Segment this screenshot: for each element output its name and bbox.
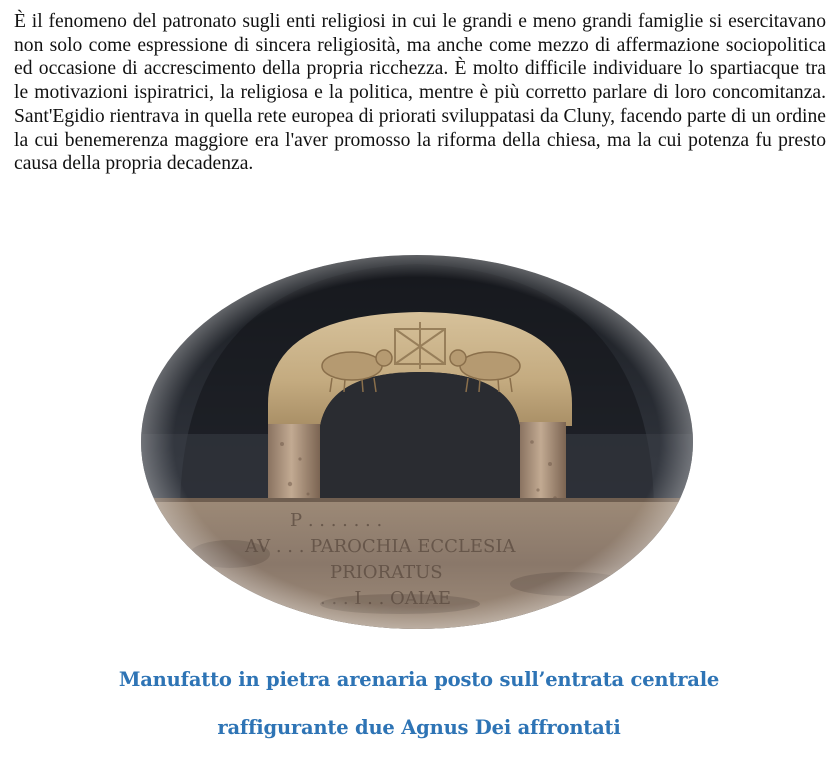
body-paragraph: È il fenomeno del patronato sugli enti religiosi in cui le grandi e meno grandi famiglie si esercitavano non solo come espressione di sincera religiosità, ma anche come mezzo di affermazione sociopolitica ed occasione di accrescimento della propria ricchezza. È molto difficile individuare lo spartiacque tra le motivazioni ispiratrici, la religiosa e la politica, mentre è più corretto parlare di loro concomitanza. Sant'Egidio rientrava in quella rete europea di priorati sviluppatasi da Cluny, facendo parte di un ordine la cui benemerenza maggiore era l'aver promosso la riforma della chiesa, ma la cui potenza fu presto causa della propria decadenza. (14, 11, 826, 175)
lunette-photo (140, 254, 694, 630)
caption-line-1: Manufatto in pietra arenaria posto sull’entrata centrale (118, 668, 720, 691)
lunette-photo-image (140, 254, 694, 630)
caption-line-2: raffigurante due Agnus Dei affrontati (217, 716, 621, 739)
